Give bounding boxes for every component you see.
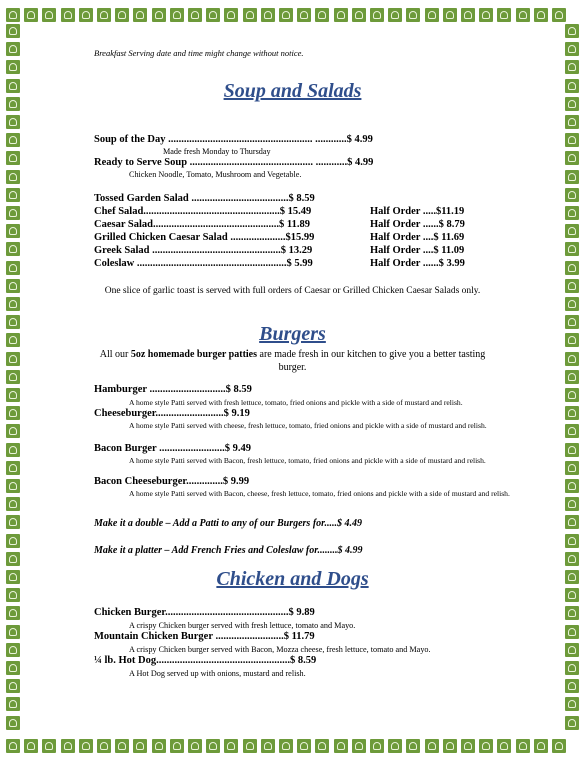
chicken-desc: A Hot Dog served up with onions, mustard and relish.: [129, 669, 306, 678]
fleur-tile-icon: [6, 661, 20, 675]
fleur-tile-icon: [297, 739, 311, 753]
fleur-tile-icon: [6, 497, 20, 511]
fleur-tile-icon: [565, 679, 579, 693]
fleur-tile-icon: [6, 643, 20, 657]
fleur-tile-icon: [6, 352, 20, 366]
fleur-tile-icon: [297, 8, 311, 22]
fleur-tile-icon: [479, 739, 493, 753]
fleur-tile-icon: [6, 388, 20, 402]
burger-line: Cheeseburger..........................$ 9.19: [94, 408, 250, 419]
fleur-tile-icon: [97, 739, 111, 753]
promo-double: Make it a double – Add a Patti to any of our Burgers for.....$ 4.49: [94, 518, 362, 529]
soup-salads-heading: Soup and Salads: [223, 80, 362, 102]
half-order: Half Order ....$ 11.09: [370, 245, 465, 256]
fleur-tile-icon: [6, 697, 20, 711]
chicken-line: ¼ lb. Hot Dog...................................................$ 8.59: [94, 655, 317, 666]
fleur-tile-icon: [224, 739, 238, 753]
notice-text: Breakfast Serving date and time might change without notice.: [94, 48, 304, 58]
fleur-tile-icon: [565, 515, 579, 529]
fleur-tile-icon: [170, 739, 184, 753]
fleur-tile-icon: [565, 60, 579, 74]
fleur-tile-icon: [6, 133, 20, 147]
fleur-tile-icon: [6, 424, 20, 438]
fleur-tile-icon: [443, 739, 457, 753]
fleur-tile-icon: [6, 552, 20, 566]
fleur-tile-icon: [6, 716, 20, 730]
fleur-tile-icon: [152, 739, 166, 753]
salad-line: Coleslaw .........................................................$ 5.99: [94, 258, 313, 269]
salad-line: Greek Salad .................................................$ 13.29: [94, 245, 313, 256]
fleur-tile-icon: [206, 739, 220, 753]
fleur-tile-icon: [565, 479, 579, 493]
fleur-tile-icon: [6, 297, 20, 311]
fleur-tile-icon: [565, 552, 579, 566]
fleur-tile-icon: [6, 443, 20, 457]
fleur-tile-icon: [6, 461, 20, 475]
fleur-tile-icon: [479, 8, 493, 22]
fleur-tile-icon: [565, 716, 579, 730]
half-order: Half Order ......$ 3.99: [370, 258, 465, 269]
chicken-desc: A crispy Chicken burger served with Bacon, Mozza cheese, fresh lettuce, tomato and Mayo.: [129, 645, 431, 654]
fleur-tile-icon: [352, 739, 366, 753]
fleur-tile-icon: [6, 206, 20, 220]
burgers-heading: Burgers: [259, 323, 326, 345]
fleur-tile-icon: [461, 8, 475, 22]
fleur-tile-icon: [61, 739, 75, 753]
fleur-tile-icon: [6, 515, 20, 529]
fleur-tile-icon: [516, 739, 530, 753]
fleur-tile-icon: [406, 739, 420, 753]
half-order: Half Order ......$ 8.79: [370, 219, 465, 230]
fleur-tile-icon: [565, 497, 579, 511]
fleur-tile-icon: [97, 8, 111, 22]
burger-desc: A home style Patti served with Bacon, cheese, fresh lettuce, tomato, fried onions and pickle with a side of mustard and relish.: [129, 489, 510, 498]
fleur-tile-icon: [565, 370, 579, 384]
fleur-tile-icon: [6, 42, 20, 56]
ready-soup-desc: Chicken Noodle, Tomato, Mushroom and Vegetable.: [129, 170, 302, 179]
fleur-tile-icon: [206, 8, 220, 22]
fleur-tile-icon: [24, 8, 38, 22]
fleur-tile-icon: [79, 739, 93, 753]
fleur-tile-icon: [552, 739, 566, 753]
fleur-tile-icon: [565, 443, 579, 457]
fleur-tile-icon: [6, 479, 20, 493]
salad-line: Tossed Garden Salad .....................................$ 8.59: [94, 193, 315, 204]
fleur-tile-icon: [565, 461, 579, 475]
fleur-tile-icon: [565, 606, 579, 620]
fleur-tile-icon: [497, 8, 511, 22]
fleur-tile-icon: [188, 8, 202, 22]
fleur-tile-icon: [352, 8, 366, 22]
fleur-tile-icon: [565, 534, 579, 548]
fleur-tile-icon: [565, 643, 579, 657]
fleur-tile-icon: [188, 739, 202, 753]
fleur-tile-icon: [6, 151, 20, 165]
fleur-tile-icon: [6, 625, 20, 639]
fleur-tile-icon: [6, 261, 20, 275]
fleur-tile-icon: [565, 261, 579, 275]
salad-line: Caesar Salad................................................$ 11.89: [94, 219, 310, 230]
fleur-tile-icon: [6, 115, 20, 129]
fleur-tile-icon: [6, 406, 20, 420]
fleur-tile-icon: [315, 739, 329, 753]
fleur-tile-icon: [279, 739, 293, 753]
fleur-tile-icon: [42, 8, 56, 22]
fleur-tile-icon: [6, 188, 20, 202]
fleur-tile-icon: [497, 739, 511, 753]
fleur-tile-icon: [6, 606, 20, 620]
fleur-tile-icon: [6, 534, 20, 548]
fleur-tile-icon: [370, 8, 384, 22]
fleur-tile-icon: [370, 739, 384, 753]
fleur-tile-icon: [24, 739, 38, 753]
fleur-tile-icon: [133, 8, 147, 22]
fleur-tile-icon: [6, 242, 20, 256]
fleur-tile-icon: [565, 133, 579, 147]
fleur-tile-icon: [6, 60, 20, 74]
fleur-tile-icon: [115, 739, 129, 753]
fleur-tile-icon: [565, 242, 579, 256]
salad-line: Grilled Chicken Caesar Salad .....................$15.99: [94, 232, 315, 243]
half-order: Half Order ....$ 11.69: [370, 232, 465, 243]
chicken-desc: A crispy Chicken burger served with fresh lettuce, tomato and Mayo.: [129, 621, 356, 630]
fleur-tile-icon: [6, 24, 20, 38]
fleur-tile-icon: [565, 661, 579, 675]
ready-soup-line: Ready to Serve Soup ............................................... ............$ 4.99: [94, 157, 374, 168]
fleur-tile-icon: [243, 8, 257, 22]
burger-desc: A home style Patti served with Bacon, fresh lettuce, tomato, fried onions and pickle with a side of mustard and relish.: [129, 456, 486, 465]
fleur-tile-icon: [170, 8, 184, 22]
fleur-tile-icon: [565, 170, 579, 184]
fleur-tile-icon: [565, 206, 579, 220]
fleur-tile-icon: [152, 8, 166, 22]
fleur-tile-icon: [461, 739, 475, 753]
fleur-tile-icon: [79, 8, 93, 22]
fleur-tile-icon: [565, 115, 579, 129]
burger-desc: A home style Patti served with cheese, fresh lettuce, tomato, fried onions and pickle with a side of mustard and relish.: [129, 421, 487, 430]
burger-line: Bacon Burger .........................$ 9.49: [94, 443, 252, 454]
fleur-tile-icon: [565, 697, 579, 711]
fleur-tile-icon: [334, 739, 348, 753]
fleur-tile-icon: [261, 8, 275, 22]
fleur-tile-icon: [42, 739, 56, 753]
fleur-tile-icon: [565, 388, 579, 402]
fleur-tile-icon: [565, 24, 579, 38]
burger-line: Bacon Cheeseburger..............$ 9.99: [94, 476, 250, 487]
salad-line: Chef Salad....................................................$ 15.49: [94, 206, 312, 217]
fleur-tile-icon: [224, 8, 238, 22]
fleur-tile-icon: [565, 406, 579, 420]
fleur-tile-icon: [516, 8, 530, 22]
fleur-tile-icon: [243, 739, 257, 753]
fleur-tile-icon: [334, 8, 348, 22]
soup-of-day-desc: Made fresh Monday to Thursday: [163, 147, 271, 156]
fleur-tile-icon: [6, 679, 20, 693]
fleur-tile-icon: [534, 8, 548, 22]
fleur-tile-icon: [279, 8, 293, 22]
fleur-tile-icon: [552, 8, 566, 22]
chicken-line: Mountain Chicken Burger ..........................$ 11.79: [94, 631, 315, 642]
burger-intro: All our 5oz homemade burger patties are made fresh in our kitchen to give you a better tasting burger.: [99, 349, 486, 373]
fleur-tile-icon: [388, 739, 402, 753]
fleur-tile-icon: [133, 739, 147, 753]
fleur-tile-icon: [565, 297, 579, 311]
fleur-tile-icon: [6, 224, 20, 238]
fleur-tile-icon: [6, 739, 20, 753]
fleur-tile-icon: [534, 739, 548, 753]
fleur-tile-icon: [565, 625, 579, 639]
burger-line: Hamburger .............................$ 8.59: [94, 384, 252, 395]
fleur-tile-icon: [315, 8, 329, 22]
fleur-tile-icon: [115, 8, 129, 22]
fleur-tile-icon: [565, 424, 579, 438]
fleur-tile-icon: [425, 8, 439, 22]
chicken-dogs-heading: Chicken and Dogs: [216, 568, 369, 590]
fleur-tile-icon: [388, 8, 402, 22]
fleur-tile-icon: [425, 739, 439, 753]
half-order: Half Order .....$11.19: [370, 206, 465, 217]
fleur-tile-icon: [565, 224, 579, 238]
chicken-line: Chicken Burger...............................................$ 9.89: [94, 607, 315, 618]
fleur-tile-icon: [6, 170, 20, 184]
promo-platter: Make it a platter – Add French Fries and Coleslaw for........$ 4.99: [94, 545, 363, 556]
fleur-tile-icon: [565, 151, 579, 165]
burger-desc: A home style Patti served with fresh lettuce, tomato, fried onions and pickle with a side of mustard and relish.: [129, 398, 463, 407]
fleur-tile-icon: [443, 8, 457, 22]
fleur-tile-icon: [565, 42, 579, 56]
fleur-tile-icon: [565, 352, 579, 366]
garlic-toast-note: One slice of garlic toast is served with full orders of Caesar or Grilled Chicken Caesar Salads only.: [104, 286, 481, 296]
fleur-tile-icon: [6, 8, 20, 22]
fleur-tile-icon: [61, 8, 75, 22]
fleur-tile-icon: [565, 188, 579, 202]
soup-of-day-line: Soup of the Day ....................................................... ............$ 4.99: [94, 134, 373, 145]
fleur-tile-icon: [406, 8, 420, 22]
fleur-tile-icon: [6, 370, 20, 384]
fleur-tile-icon: [261, 739, 275, 753]
